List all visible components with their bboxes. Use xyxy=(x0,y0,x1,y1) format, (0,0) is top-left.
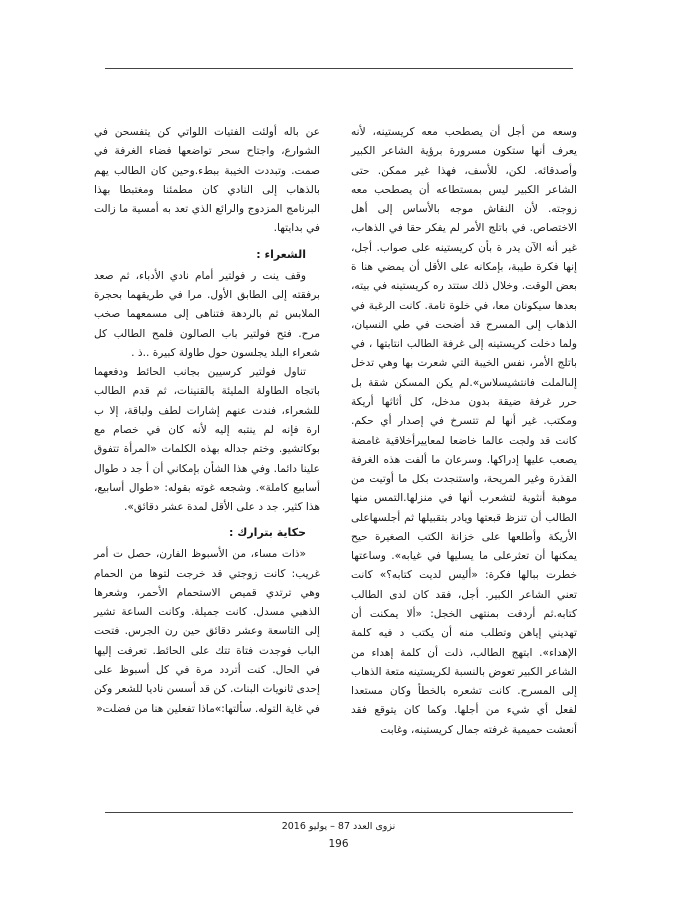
page-number: 196 xyxy=(328,838,349,850)
section-heading-petrarch: حكاية بترارك : xyxy=(229,526,306,540)
left-column xyxy=(94,123,320,719)
right-column xyxy=(351,123,577,740)
petrarch-paragraph-1: «ذات مساء، من الأسبوظ الفارن، حصل ت أمر غريب: كانت زوجتي قد خرجت لتوها من الحمام وهي ترتدي قميص الاستحمام الأحمر، وشعرها الذهبي مسدل. كانت جميلة. وكانت الساعة تشير إلى التاسعة وعشر دقائق حين رن الجرس. فتحت الباب فوجدت فتاة تتك على الحائط. تعرفت إليها في الحال. كنت أتردد مرة في كل أسبوظ على إحدى ثانويات البنات. كن قد أسسن ناديا للشعر وكن في غاية التوله. سألتها:»ماذا تفعلين هنا من فضلت« xyxy=(94,548,320,715)
poets-paragraph-1: وقف ينت ر فولتير أمام نادي الأدباء، ثم صعد برفقته إلى الطابق الأول. مرا في طريقهما بحجرة الملابس ثم بالردهة فتناهى إلى مسمعهما صخب مرح. فتح فولتير باب الصالون فلمح الطالب كل شعراء البلد يجلسون حول طاولة كبيرة ..ذ . xyxy=(94,269,320,359)
intro-paragraph: عن باله أولئت الفتيات اللواتي كن يتفسحن في الشوارع، واجتاح سحر تواضعها فضاء الغرفة في صمت. وتبددت الخيبة ببطء.وحين كان الطالب يهم بالذهاب إلى النادي كان مطمئنا ومغتبطا بهذا البرنامج المزدوج والرائع الذي تعد به أمسية ما زالت في بدايتها. xyxy=(94,126,320,235)
right-column-paragraph: وسعه من أجل أن يصطحب معه كريستينه، لأنه يعرف أنها ستكون مسرورة برؤية الشاعر الكبير وأصدقائه. لكن، للأسف، فهذا غير ممكن. حتى الشاعر الكبير ليس بمستطاعه أن يصطحب معه زوجته. لأن النقاش موجه بالأساس إلى أهل الاختصاص. في باتلج الأمر لم يفكر حقا في الذهاب، غير أنه الآن يدر ة بأن كريستينه على صواب. أجل، إنها فكرة طيبة، بإمكانه على الأقل أن يمضي هنا ة بعض الوقت. وخلال ذلك ستتد ره كريستينه في بيته، بعدها سيكونان معا، في خلوة تامة. كانت الرغبة في الذهاب إلى المسرح قد أضحت في طي النسيان، ولما دخلت كريستينه إلى غرفة الطالب انتابتها ، في باتلج الأمر، نفس الخيبة التي شعرت بها وهي تدخل إلىالملت فانتشيسلاس».لم يكن المسكن شقة بل حرر غرفة ضيقة بدون مدخل، كل أثاثها أريكة ومكتب. غير أنها لم تتسرخ في إصدار أي حكم. كانت قد ولجت عالما خاضعا لمعاييرأخلاقية غامضة يصعب عليها إدراكها. وسرعان ما ألفت هذه الغرفة القذرة وغير المريحة، واستنجدت بكل ما أوتيت من موهبة أنثوية لتشعرب أنها في منزلها.التمس منها الطالب أن تنزظ قبعتها ويادر بتقبيلها ثم أجلسهاعلى الأريكة وأطلعها على خزانة الكتب الصغيرة حيح يمكنها أن تعثرعلى ما يسليها في غيابه». وساعتها خطرت ببالها فكرة: «أليس لديت كتابه؟» كانت تعني الشاعر الكبير. أجل، فقد كان لدى الطالب كتابه.ثم أردفت بمنتهى الخجل: «ألا يمكنت أن تهديني إياهن وتطلب منه أن يكتب د فيه كلمة الإهداء». ابتهج الطالب، ذلت أن كلمة إهداء من الشاعر الكبير تعوض بالنسبة لكريستينه متعة الذهاب إلى المسرح. كانت تشعره بالخطأ وكان مستعدا لفعل أي شيء من أجلها. وكما كان يتوقع فقد أنعشت حميمية غرفته جمال كريستينه، وغابت xyxy=(351,126,577,736)
top-rule xyxy=(105,68,573,69)
bottom-rule xyxy=(105,812,573,813)
section-heading-poets: الشعراء : xyxy=(256,247,306,261)
footer-issue-line: نزوى العدد 87 – يوليو 2016 xyxy=(281,821,396,832)
poets-paragraph-2: تناول فولتير كرسيين بجانب الحائط ودفعهما باتجاه الطاولة المليئة بالقنينات، ثم قدم الطالب للشعراء، فندت عنهم إشارات لطف ولباقة، إلا ب ارة فإنه لم ينتبه إليه لأنه كان في خصام مع بوكاتشيو. وختم جداله بهذه الكلمات «المرأة تتفوق علينا دائما. وفي هذا الشأن بإمكاني أن أ جد د طوال أسابيع كاملة». وشجعه غوته بقوله: «طوال أسابيع، هذا كثير. جد د على الأقل لمدة عشر دقائق». xyxy=(94,366,320,514)
